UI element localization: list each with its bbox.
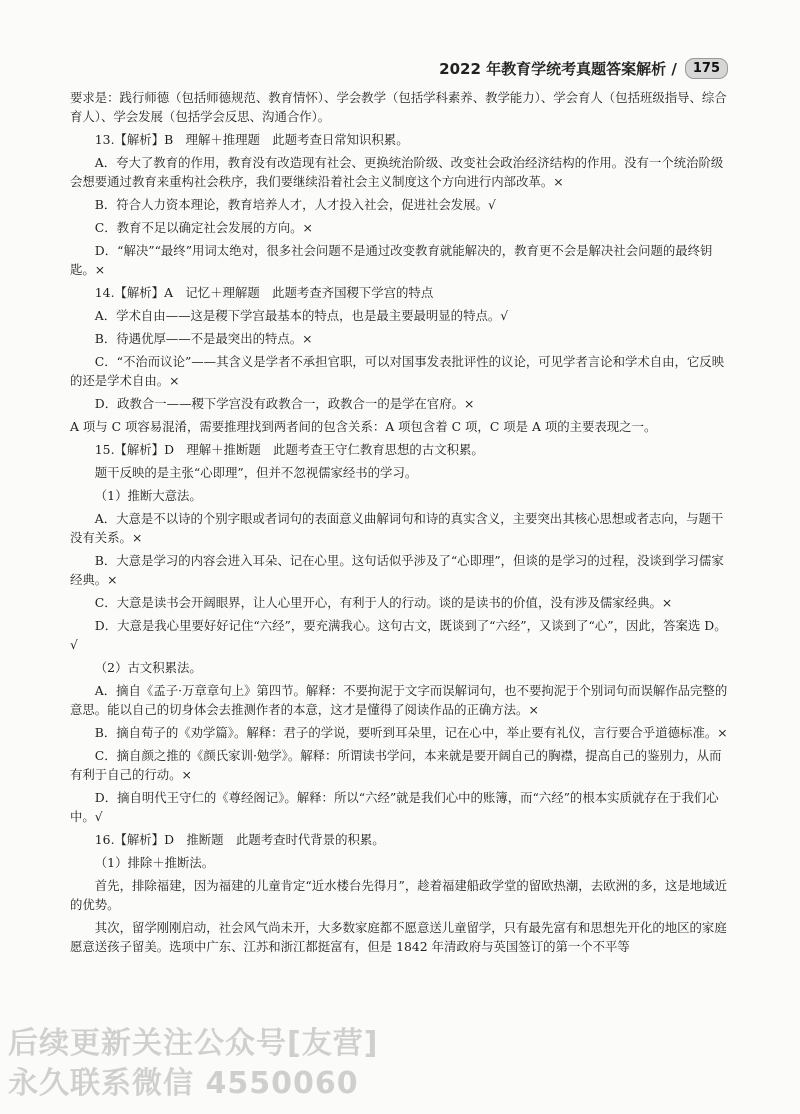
paragraph: A．大意是不以诗的个别字眼或者词句的表面意义曲解词句和诗的真实含义，主要突出其核心思想或者志向，与题干没有关系。× <box>70 511 724 545</box>
paragraph: D．摘自明代王守仁的《尊经阁记》。解释：所以“六经”就是我们心中的账簿，而“六经”的根本实质就存在于我们心中。√ <box>70 790 719 824</box>
paragraph: B．大意是学习的内容会进入耳朵、记在心里。这句话似乎涉及了“心即理”，但谈的是学习的过程，没谈到学习儒家经典。× <box>70 553 724 587</box>
paragraph: D．政教合一——稷下学宫没有政教合一，政教合一的是学在官府。× <box>94 396 475 411</box>
paragraph: 首先，排除福建，因为福建的儿童肯定“近水楼台先得月”，趁着福建船政学堂的留欧热潮，去欧洲的多，这是地域近的优势。 <box>70 878 727 912</box>
page-number-badge: 175 <box>685 58 728 79</box>
paragraph: A．学术自由——这是稷下学宫最基本的特点，也是最主要最明显的特点。√ <box>94 308 509 323</box>
paragraph: C．大意是读书会开阔眼界，让人心里开心，有利于人的行动。谈的是读书的价值，没有涉及儒家经典。× <box>94 595 673 610</box>
paragraph: B．符合人力资本理论，教育培养人才，人才投入社会，促进社会发展。√ <box>94 197 496 212</box>
paragraph: （1）排除＋推断法。 <box>94 855 215 870</box>
watermark-line-2: 永久联系微信 4550060 <box>8 1066 359 1101</box>
paragraph: 16.【解析】D 推断题 此题考查时代背景的积累。 <box>94 832 385 847</box>
paragraph: 要求是：践行师德（包括师德规范、教育情怀）、学会教学（包括学科素养、教学能力）、学会育人（包括班级指导、综合育人）、学会发展（包括学会反思、沟通合作）。 <box>70 90 727 124</box>
paragraph: B．待遇优厚——不是最突出的特点。× <box>94 331 313 346</box>
paragraph: A．夸大了教育的作用，教育没有改造现有社会、更换统治阶级、改变社会政治经济结构的作用。没有一个统治阶级会想要通过教育来重构社会秩序，我们要继续沿着社会主义制度这个方向进行内部改革。× <box>70 155 724 189</box>
paragraph: 13.【解析】B 理解＋推理题 此题考查日常知识积累。 <box>94 132 409 147</box>
paragraph: （2）古文积累法。 <box>94 660 202 675</box>
paragraph: （1）推断大意法。 <box>94 488 202 503</box>
running-header <box>439 58 728 79</box>
watermark-line-1: 后续更新关注公众号[友营] <box>8 1026 379 1061</box>
paragraph: C．“不治而议论”——其含义是学者不承担官职，可以对国事发表批评性的议论，可见学者言论和学术自由，它反映的还是学术自由。× <box>70 354 725 388</box>
paragraph: C．教育不足以确定社会发展的方向。× <box>94 220 313 235</box>
paragraph: D．“解决”“最终”用词太绝对，很多社会问题不是通过改变教育就能解决的，教育更不会是解决社会问题的最终钥匙。× <box>70 243 713 277</box>
paragraph: C．摘自颜之推的《颜氏家训·勉学》。解释：所谓读书学问，本来就是要开阔自己的胸襟，提高自己的鉴别力，从而有利于自己的行动。× <box>70 748 722 782</box>
paragraph: B．摘自荀子的《劝学篇》。解释：君子的学说，要听到耳朵里，记在心中，举止要有礼仪，言行要合乎道德标准。× <box>94 725 728 740</box>
paragraph: 题干反映的是主张“心即理”，但并不忽视儒家经书的学习。 <box>94 465 418 480</box>
paragraph: 其次，留学刚刚启动，社会风气尚未开，大多数家庭都不愿意送儿童留学，只有最先富有和思想先开化的地区的家庭愿意送孩子留美。选项中广东、江苏和浙江都挺富有，但是 1842 年清政府与英国签订的第一个不平等 <box>70 920 727 954</box>
answer-text-body <box>70 88 730 960</box>
paragraph: 14.【解析】A 记忆＋理解题 此题考查齐国稷下学宫的特点 <box>94 285 434 300</box>
header-title: 2022 年教育学统考真题答案解析 / <box>439 60 677 78</box>
paragraph: A 项与 C 项容易混淆，需要推理找到两者间的包含关系：A 项包含着 C 项，C 项是 A 项的主要表现之一。 <box>70 419 657 434</box>
paragraph: D．大意是我心里要好好记住“六经”，要充满我心。这句古文，既谈到了“六经”，又谈到了“心”，因此，答案选 D。√ <box>70 618 727 652</box>
paragraph: 15.【解析】D 理解＋推断题 此题考查王守仁教育思想的古文积累。 <box>94 442 484 457</box>
paragraph: A．摘自《孟子·万章章句上》第四节。解释：不要拘泥于文字而误解词句，也不要拘泥于个别词句而误解作品完整的意思。能以自己的切身体会去推测作者的本意，这才是懂得了阅读作品的正确方法。× <box>70 683 728 717</box>
